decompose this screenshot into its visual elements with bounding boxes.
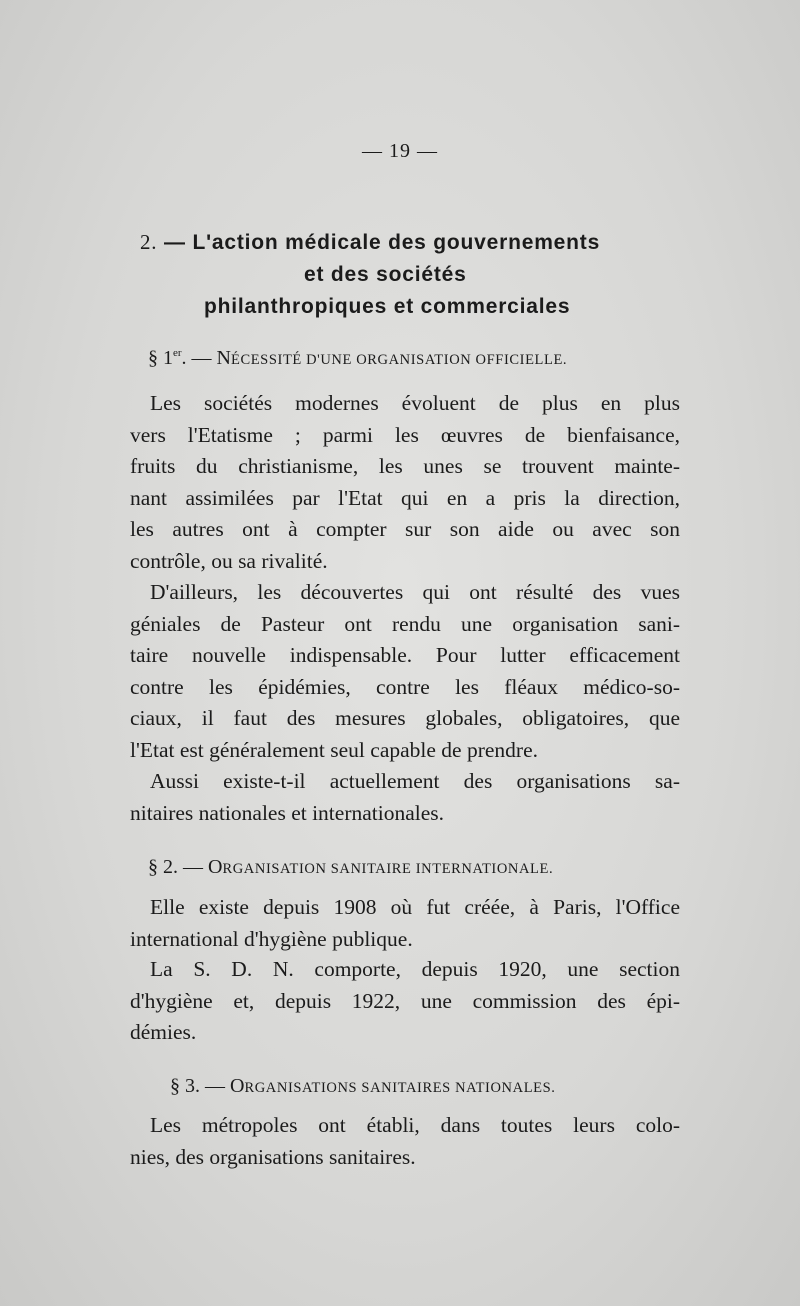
chapter-dash: — <box>164 231 186 254</box>
section-3-separator: — <box>200 1075 230 1097</box>
paragraph-line: Les sociétés modernes évoluent de plus en plus <box>150 391 680 415</box>
section-2-separator: — <box>178 856 208 878</box>
section-1-title-cap: N <box>216 347 231 369</box>
paragraph-line: fruits du christianisme, les unes se trouvent mainte- <box>130 454 680 478</box>
paragraph-line: taire nouvelle indispensable. Pour lutter efficacement <box>130 643 680 667</box>
paragraph-line: nant assimilées par l'Etat qui en a pris la direction, <box>130 485 680 510</box>
paragraph-5 <box>130 954 680 1049</box>
paragraph-line: contrôle, ou sa rivalité. <box>130 548 328 573</box>
paragraph-2 <box>130 577 680 766</box>
section-2-title-cap: O <box>208 856 223 878</box>
paragraph-line: vers l'Etatisme ; parmi les œuvres de bienfaisance, <box>130 422 680 447</box>
paragraph-line: nitaires nationales et internationales. <box>130 800 445 825</box>
section-1-title-rest: ÉCESSITÉ D'UNE ORGANISATION OFFICIELLE. <box>231 352 568 368</box>
paragraph-line: ciaux, il faut des mesures globales, obligatoires, que <box>130 706 680 730</box>
page-number: — 19 — <box>362 140 438 162</box>
section-2-title-rest: RGANISATION SANITAIRE INTERNATIONALE. <box>222 861 554 877</box>
paragraph-line: nies, des organisations sanitaires. <box>130 1144 416 1169</box>
paragraph-3 <box>130 766 680 829</box>
section-1-mark: § 1 <box>148 347 173 369</box>
paragraph-line: les autres ont à compter sur son aide ou avec son <box>130 517 680 541</box>
section-3-title-cap: O <box>230 1075 245 1097</box>
paragraph-line: D'ailleurs, les découvertes qui ont résulté des vues <box>150 580 680 604</box>
paragraph-line: Les métropoles ont établi, dans toutes leurs colo- <box>150 1113 680 1137</box>
paragraph-line: l'Etat est généralement seul capable de prendre. <box>130 737 538 762</box>
paragraph-line: Elle existe depuis 1908 où fut créée, à Paris, l'Office <box>150 895 680 919</box>
chapter-title-line-3: philanthropiques et commerciales <box>204 295 571 318</box>
paragraph-1 <box>130 388 680 577</box>
chapter-title-line-1: L'action médicale des gouvernements <box>192 231 601 254</box>
chapter-number: 2. <box>140 230 158 254</box>
paragraph-4 <box>130 892 680 955</box>
section-2-title <box>148 856 553 879</box>
section-1-sup: er <box>173 347 182 359</box>
paragraph-line: géniales de Pasteur ont rendu une organisation sani- <box>130 611 680 636</box>
paragraph-line: La S. D. N. comporte, depuis 1920, une section <box>150 957 680 981</box>
paragraph-6 <box>130 1110 680 1173</box>
section-2-mark: § 2. <box>148 856 178 878</box>
section-3-mark: § 3. <box>170 1075 200 1097</box>
chapter-heading <box>140 226 700 323</box>
section-1-separator: . — <box>181 347 217 369</box>
paragraph-line: contre les épidémies, contre les fléaux médico-so- <box>130 674 680 699</box>
paragraph-line: démies. <box>130 1020 197 1044</box>
paragraph-line: international d'hygiène publique. <box>130 926 413 951</box>
chapter-heading-line-1 <box>140 226 700 259</box>
section-3-title <box>170 1075 556 1098</box>
paragraph-line: d'hygiène et, depuis 1922, une commission des épi- <box>130 988 680 1013</box>
chapter-title-line-2: et des sociétés <box>304 263 467 286</box>
paragraph-line: Aussi existe-t-il actuellement des organisations sa- <box>150 769 680 793</box>
section-1-title <box>148 347 567 370</box>
section-3-title-rest: RGANISATIONS SANITAIRES NATIONALES. <box>244 1080 556 1096</box>
